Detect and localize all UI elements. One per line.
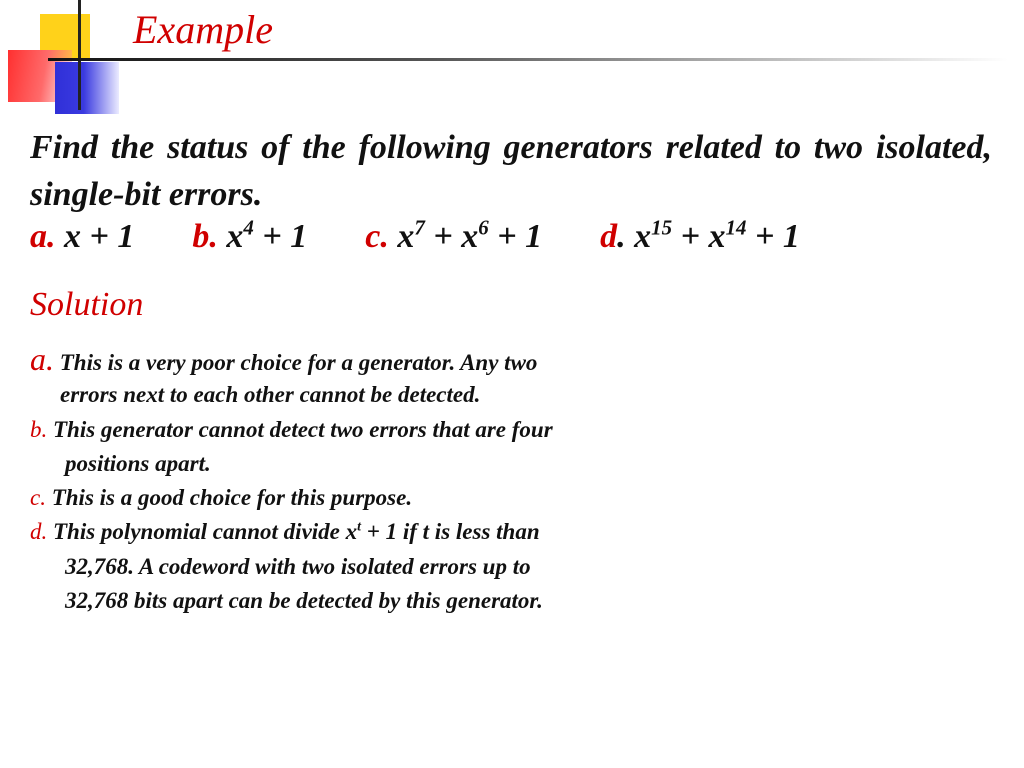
solution-d-line1: d. This polynomial cannot divide $x^t + 1$ if t is less than bbox=[30, 519, 540, 544]
option-c-label: c. bbox=[365, 218, 389, 255]
option-a-label: a. bbox=[30, 218, 56, 255]
generator-options bbox=[30, 215, 800, 256]
solution-a-line1: a. This is a very poor choice for a generator. Any two bbox=[30, 341, 538, 377]
solution-d-line3: 32,768 bits apart can be detected by this generator. bbox=[65, 588, 543, 613]
option-a bbox=[30, 218, 134, 256]
solution-c-line1: c. This is a good choice for this purpose. bbox=[30, 485, 413, 510]
solution-a-line2: errors next to each other cannot be detected. bbox=[60, 382, 481, 407]
option-c: c. $x^7 + x^6 + 1$ bbox=[365, 215, 543, 255]
title-underline bbox=[48, 58, 1008, 61]
slide-title: Example bbox=[133, 7, 273, 52]
problem-statement: Find the status of the following generators related to two isolated, single-bit errors. bbox=[30, 129, 992, 213]
option-d: d. $x^{15} + x^{14} + 1$ bbox=[600, 215, 800, 255]
decor-blue-square bbox=[55, 62, 119, 114]
solution-b-line2: positions apart. bbox=[65, 451, 211, 476]
solution-b-line1: b. This generator cannot detect two errors that are four bbox=[30, 417, 553, 442]
option-a-poly: x + 1 bbox=[64, 218, 135, 255]
solution-title: Solution bbox=[30, 286, 144, 323]
decor-vertical-line bbox=[78, 0, 81, 110]
option-b-label: b. bbox=[192, 218, 218, 255]
option-b: b. $x^4 + 1$ bbox=[192, 215, 308, 255]
solution-d-line2: 32,768. A codeword with two isolated errors up to bbox=[65, 554, 531, 579]
option-d-label: d bbox=[600, 218, 618, 255]
